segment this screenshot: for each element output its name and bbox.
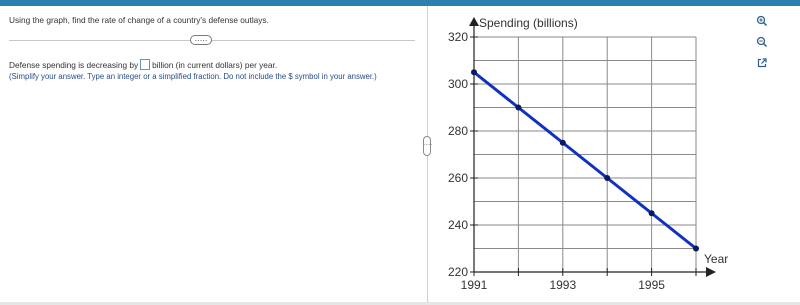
y-axis-label: Spending (billions): [479, 16, 578, 30]
divider: [9, 40, 415, 41]
answer-suffix: billion (in current dollars) per year.: [152, 59, 278, 70]
data-point: [515, 105, 521, 111]
answer-prefix: Defense spending is decreasing by: [9, 59, 139, 70]
zoom-out-icon: [756, 36, 768, 48]
spending-chart: [430, 6, 740, 305]
y-tick-label: 240: [447, 218, 468, 232]
zoom-in-icon: [756, 15, 768, 27]
answer-input[interactable]: [140, 59, 150, 70]
y-tick-label: 260: [447, 171, 468, 185]
x-tick-label: 1995: [638, 278, 665, 292]
chart-grid: [474, 37, 696, 272]
data-point: [693, 246, 699, 252]
external-link-icon: [756, 57, 768, 69]
x-axis-arrow: [706, 267, 716, 277]
y-tick-label: 320: [447, 30, 468, 44]
chart-axes: [469, 17, 716, 277]
y-tick-label: 300: [447, 77, 468, 91]
x-tick-label: 1991: [460, 278, 488, 292]
y-tick-label: 220: [447, 265, 468, 279]
data-point: [471, 69, 477, 75]
zoom-in-button[interactable]: [755, 14, 769, 28]
data-point: [560, 140, 566, 146]
y-axis-arrow: [469, 17, 479, 26]
x-tick-label: 1993: [549, 278, 577, 292]
y-tick-label: 280: [447, 124, 468, 138]
question-text: Using the graph, find the rate of change of a country's defense outlays.: [9, 15, 269, 25]
zoom-out-button[interactable]: [755, 35, 769, 49]
data-point: [604, 175, 610, 181]
x-axis-label: Year: [704, 252, 729, 266]
answer-line: [9, 59, 277, 70]
data-point: [649, 210, 655, 216]
more-button[interactable]: .....: [190, 35, 212, 45]
series-line: [474, 72, 696, 248]
instructions-text: (Simplify your answer. Type an integer or a simplified fraction. Do not include the $ symbol in your answer.): [9, 72, 377, 81]
popout-button[interactable]: [755, 56, 769, 70]
pane-resize-handle[interactable]: .....: [423, 136, 431, 156]
data-series: [471, 69, 699, 251]
